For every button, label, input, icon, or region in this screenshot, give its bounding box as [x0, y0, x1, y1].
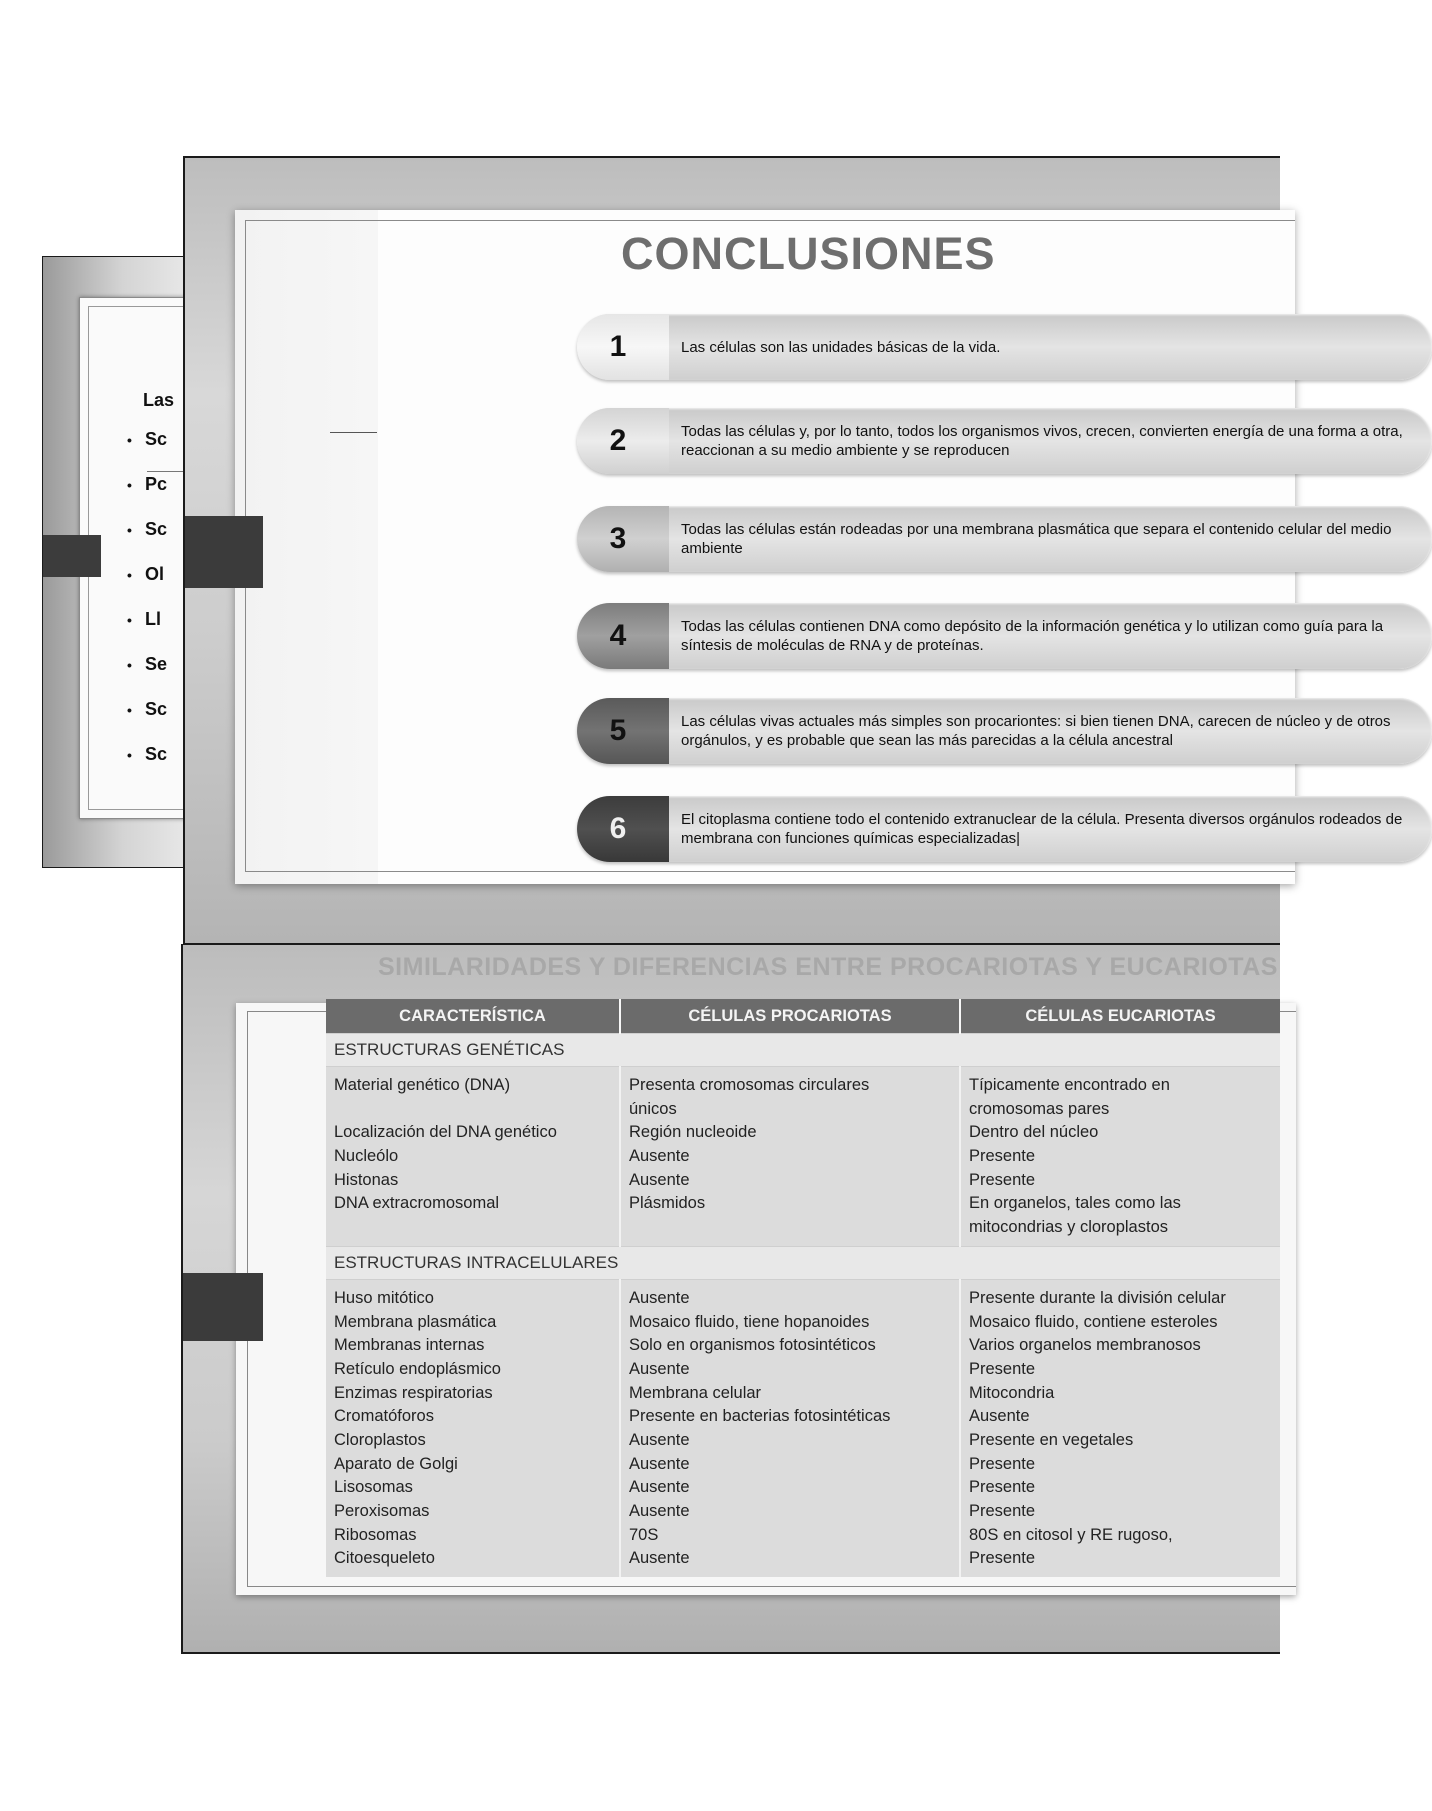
- conclusions-divider-left: [330, 432, 377, 433]
- table-cell-line: Enzimas respiratorias: [334, 1383, 493, 1402]
- table-cell-line: Presente: [969, 1454, 1036, 1473]
- table-cell-line: Ausente: [629, 1359, 690, 1378]
- table-header-cell: CÉLULAS EUCARIOTAS: [960, 999, 1280, 1034]
- table-cell-line: Presente: [969, 1359, 1036, 1378]
- table-cell-line: mitocondrias y cloroplastos: [969, 1218, 1168, 1237]
- table-cell-line: Presente: [969, 1502, 1036, 1520]
- table-cell-line: Ausente: [629, 1170, 690, 1189]
- table-cell-line: Cloroplastos: [334, 1430, 426, 1449]
- table-cell-line: Mosaico fluido, tiene hopanoides: [629, 1312, 870, 1331]
- table-cell-line: Membranas internas: [334, 1336, 485, 1355]
- table-cell-line: Presente en vegetales: [969, 1430, 1134, 1449]
- back-slide-item: • Ol: [127, 564, 167, 609]
- table-cell-line: [334, 1098, 611, 1122]
- conclusions-title: CONCLUSIONES: [621, 228, 996, 279]
- table-cell-line: Dentro del núcleo: [969, 1123, 1099, 1142]
- conclusion-text: Todas las células están rodeadas por una membrana plasmática que separa el contenido celular del medio ambiente: [681, 521, 1392, 557]
- table-cell-line: Aparato de Golgi: [334, 1454, 458, 1473]
- back-slide-lead: Las: [143, 390, 175, 410]
- table-cell: [960, 1279, 1280, 1577]
- table-cell: [620, 1279, 960, 1577]
- table-body: [326, 1034, 1280, 1578]
- conclusion-number: 1: [577, 314, 669, 380]
- conclusion-number: 3: [577, 506, 669, 572]
- table-row: [326, 1067, 1280, 1247]
- table-cell-line: En organelos, tales como las: [969, 1194, 1181, 1213]
- conclusion-item-4: [577, 603, 1432, 669]
- conclusion-number: 5: [577, 698, 669, 764]
- table-cell-line: Peroxisomas: [334, 1502, 430, 1520]
- conclusion-text[interactable]: El citoplasma contiene todo el contenido extranuclear de la célula. Presenta diversos orgánulos rodeados de membrana con funciones químicas especializadas|: [681, 811, 1403, 847]
- table-header-cell: CÉLULAS PROCARIOTAS: [620, 999, 960, 1034]
- conclusion-item-6: [577, 796, 1432, 862]
- table-cell-line: Localización del DNA genético: [334, 1123, 557, 1142]
- table-cell-line: Membrana celular: [629, 1383, 762, 1402]
- table-cell-line: Presente: [969, 1549, 1036, 1568]
- table-cell-line: Presente: [969, 1170, 1036, 1189]
- comparison-table: [326, 999, 1280, 1577]
- table-cell-line: Material genético (DNA): [334, 1076, 511, 1094]
- table-cell-line: Varios organelos membranosos: [969, 1336, 1201, 1355]
- back-slide-item: • Pc: [127, 474, 167, 519]
- table-cell: [326, 1279, 620, 1577]
- table-cell-line: Lisosomas: [334, 1478, 413, 1497]
- table-cell-line: Ausente: [629, 1288, 690, 1307]
- back-slide-item: • Sc: [127, 519, 167, 564]
- table-cell-line: Histonas: [334, 1170, 399, 1189]
- table-cell-line: Mosaico fluido, contiene esteroles: [969, 1312, 1218, 1331]
- back-slide-tab: [43, 535, 101, 577]
- table-cell-line: Presente durante la división celular: [969, 1288, 1226, 1307]
- conclusions-slide: [183, 156, 1403, 944]
- table-cell-line: Huso mitótico: [334, 1288, 434, 1307]
- conclusion-number: 4: [577, 603, 669, 669]
- table-cell-line: Mitocondria: [969, 1383, 1055, 1402]
- conclusion-text: Todas las células y, por lo tanto, todos los organismos vivos, crecen, convierten energía de una forma a otra, reaccionan a su medio ambiente y se reproducen: [681, 423, 1403, 459]
- conclusion-item-5: [577, 698, 1432, 764]
- table-cell-line: 80S en citosol y RE rugoso,: [969, 1525, 1173, 1544]
- table-cell-line: Presenta cromosomas circulares: [629, 1076, 870, 1094]
- table-cell-line: Presente: [969, 1147, 1036, 1166]
- table-cell-line: únicos: [629, 1099, 677, 1118]
- table-cell-line: 70S: [629, 1525, 659, 1544]
- back-slide-item: • Se: [127, 654, 167, 699]
- comparison-table-wrap: [326, 999, 1280, 1577]
- table-cell-line: [334, 1216, 611, 1240]
- conclusion-text: Todas las células contienen DNA como depósito de la información genética y lo utilizan como guía para la síntesis de moléculas de RNA y de proteínas.: [681, 618, 1384, 654]
- table-cell-line: Ausente: [629, 1454, 690, 1473]
- table-cell-line: DNA extracromosomal: [334, 1194, 500, 1213]
- table-cell-line: Ausente: [629, 1478, 690, 1497]
- table-cell-line: Cromatóforos: [334, 1407, 434, 1426]
- conclusion-text: Las células vivas actuales más simples son procariontes: si bien tienen DNA, carecen de núcleo y de otros orgánulos, y es probable que sean las más parecidas a la célula ancestral: [681, 713, 1391, 749]
- table-section-row: [326, 1246, 1280, 1279]
- back-slide-list: [127, 429, 167, 789]
- table-cell-line: Ausente: [629, 1147, 690, 1166]
- table-cell-line: [629, 1216, 951, 1240]
- table-header-row: [326, 999, 1280, 1034]
- table-cell-line: Presente en bacterias fotosintéticas: [629, 1407, 891, 1426]
- conclusion-item-1: [577, 314, 1432, 380]
- table-section-row: [326, 1034, 1280, 1067]
- back-slide-item: • Ll: [127, 609, 167, 654]
- comparison-title: SIMILARIDADES Y DIFERENCIAS ENTRE PROCARIOTAS Y EUCARIOTAS: [378, 953, 1278, 981]
- table-cell-line: Retículo endoplásmico: [334, 1359, 501, 1378]
- table-cell-line: Citoesqueleto: [334, 1549, 435, 1568]
- table-cell-line: Solo en organismos fotosintéticos: [629, 1336, 876, 1355]
- table-cell-line: cromosomas pares: [969, 1099, 1110, 1118]
- table-cell-line: Ausente: [629, 1430, 690, 1449]
- table-cell-line: Ribosomas: [334, 1525, 417, 1544]
- comparison-tab: [183, 1273, 263, 1341]
- conclusion-number: 2: [577, 408, 669, 474]
- table-cell-line: Presente: [969, 1478, 1036, 1497]
- table-header-cell: CARACTERÍSTICA: [326, 999, 620, 1034]
- comparison-slide: [181, 944, 1280, 1654]
- conclusions-tab: [185, 516, 263, 588]
- table-cell: [620, 1067, 960, 1247]
- table-section-label: ESTRUCTURAS INTRACELULARES: [326, 1246, 1280, 1279]
- table-cell-line: Membrana plasmática: [334, 1312, 497, 1331]
- table-cell-line: Nucleólo: [334, 1147, 399, 1166]
- table-cell: [960, 1067, 1280, 1247]
- table-cell: [326, 1067, 620, 1247]
- table-cell-line: Ausente: [969, 1407, 1030, 1426]
- table-cell-line: Ausente: [629, 1502, 690, 1520]
- table-cell-line: Típicamente encontrado en: [969, 1076, 1170, 1094]
- conclusion-number: 6: [577, 796, 669, 862]
- table-row: [326, 1279, 1280, 1577]
- back-slide-item: • Sc: [127, 699, 167, 744]
- conclusion-item-3: [577, 506, 1432, 572]
- back-slide-item: • Sc: [127, 429, 167, 474]
- conclusion-text: Las células son las unidades básicas de la vida.: [681, 338, 1001, 356]
- back-slide-item: • Sc: [127, 744, 167, 789]
- table-cell-line: Plásmidos: [629, 1194, 706, 1213]
- conclusion-item-2: [577, 408, 1432, 474]
- table-section-label: ESTRUCTURAS GENÉTICAS: [326, 1034, 1280, 1067]
- table-cell-line: Región nucleoide: [629, 1123, 757, 1142]
- table-cell-line: Ausente: [629, 1549, 690, 1568]
